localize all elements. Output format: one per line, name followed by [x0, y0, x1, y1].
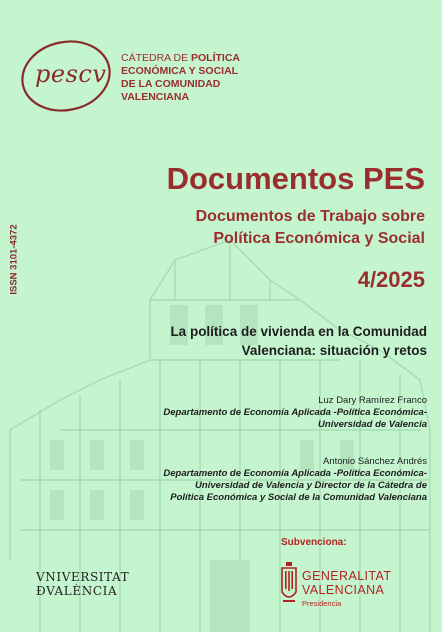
series-subtitle-line1: Documentos de Trabajo sobre — [195, 208, 425, 225]
pescv-logo-text: pescv — [35, 60, 107, 88]
author-name: Luz Dary Ramírez Franco — [318, 395, 427, 406]
series-title: Documentos PES — [166, 161, 425, 196]
university-logo — [36, 570, 129, 598]
author-name: Antonio Sánchez Andrés — [322, 456, 427, 467]
generalitat-line1: GENERALITAT — [302, 569, 392, 583]
series-subtitle-line2: Política Económica y Social — [213, 230, 425, 247]
catedra-line3: DE LA COMUNIDAD — [121, 78, 221, 90]
document-title-line2: Valenciana: situación y retos — [241, 343, 427, 358]
author-affiliation-line2: Universidad de Valencia — [318, 419, 427, 430]
catedra-line4: VALENCIANA — [121, 91, 190, 103]
generalitat-emblem-icon — [280, 562, 298, 606]
university-logo-line2: ÐVALÈNCIA — [36, 584, 118, 598]
document-title-line1: La política de vivienda en la Comunidad — [170, 324, 427, 339]
catedra-line1-prefix: CÁTEDRA DE — [121, 52, 192, 64]
author-block — [117, 456, 427, 504]
author-affiliation-line1: Departamento de Economía Aplicada -Política Económica- — [163, 468, 427, 479]
author-affiliation-line2: Universidad de Valencia y Director de la Cátedra de — [195, 480, 427, 491]
catedra-line2: ECONÓMICA Y SOCIAL — [121, 65, 239, 77]
author-affiliation-line3: Política Económica y Social de la Comunidad Valenciana — [170, 492, 427, 503]
generalitat-logo-text — [302, 569, 391, 611]
issn-label: ISSN 3101-4372 — [8, 224, 20, 295]
author-block — [127, 395, 427, 431]
series-subtitle — [125, 206, 425, 250]
issn-label-container — [4, 212, 20, 312]
generalitat-line3: Presidencia — [302, 599, 342, 608]
catedra-line1-bold: POLÍTICA — [191, 52, 241, 64]
sponsor-label: Subvenciona: — [281, 537, 347, 548]
catedra-name — [121, 52, 296, 104]
university-logo-line1: VNIVERSITAT — [36, 570, 130, 584]
issue-number: 4/2025 — [357, 267, 425, 292]
author-affiliation-line1: Departamento de Economía Aplicada -Política Económica- — [163, 407, 427, 418]
document-title — [127, 322, 427, 360]
generalitat-line2: VALENCIANA — [302, 583, 385, 597]
